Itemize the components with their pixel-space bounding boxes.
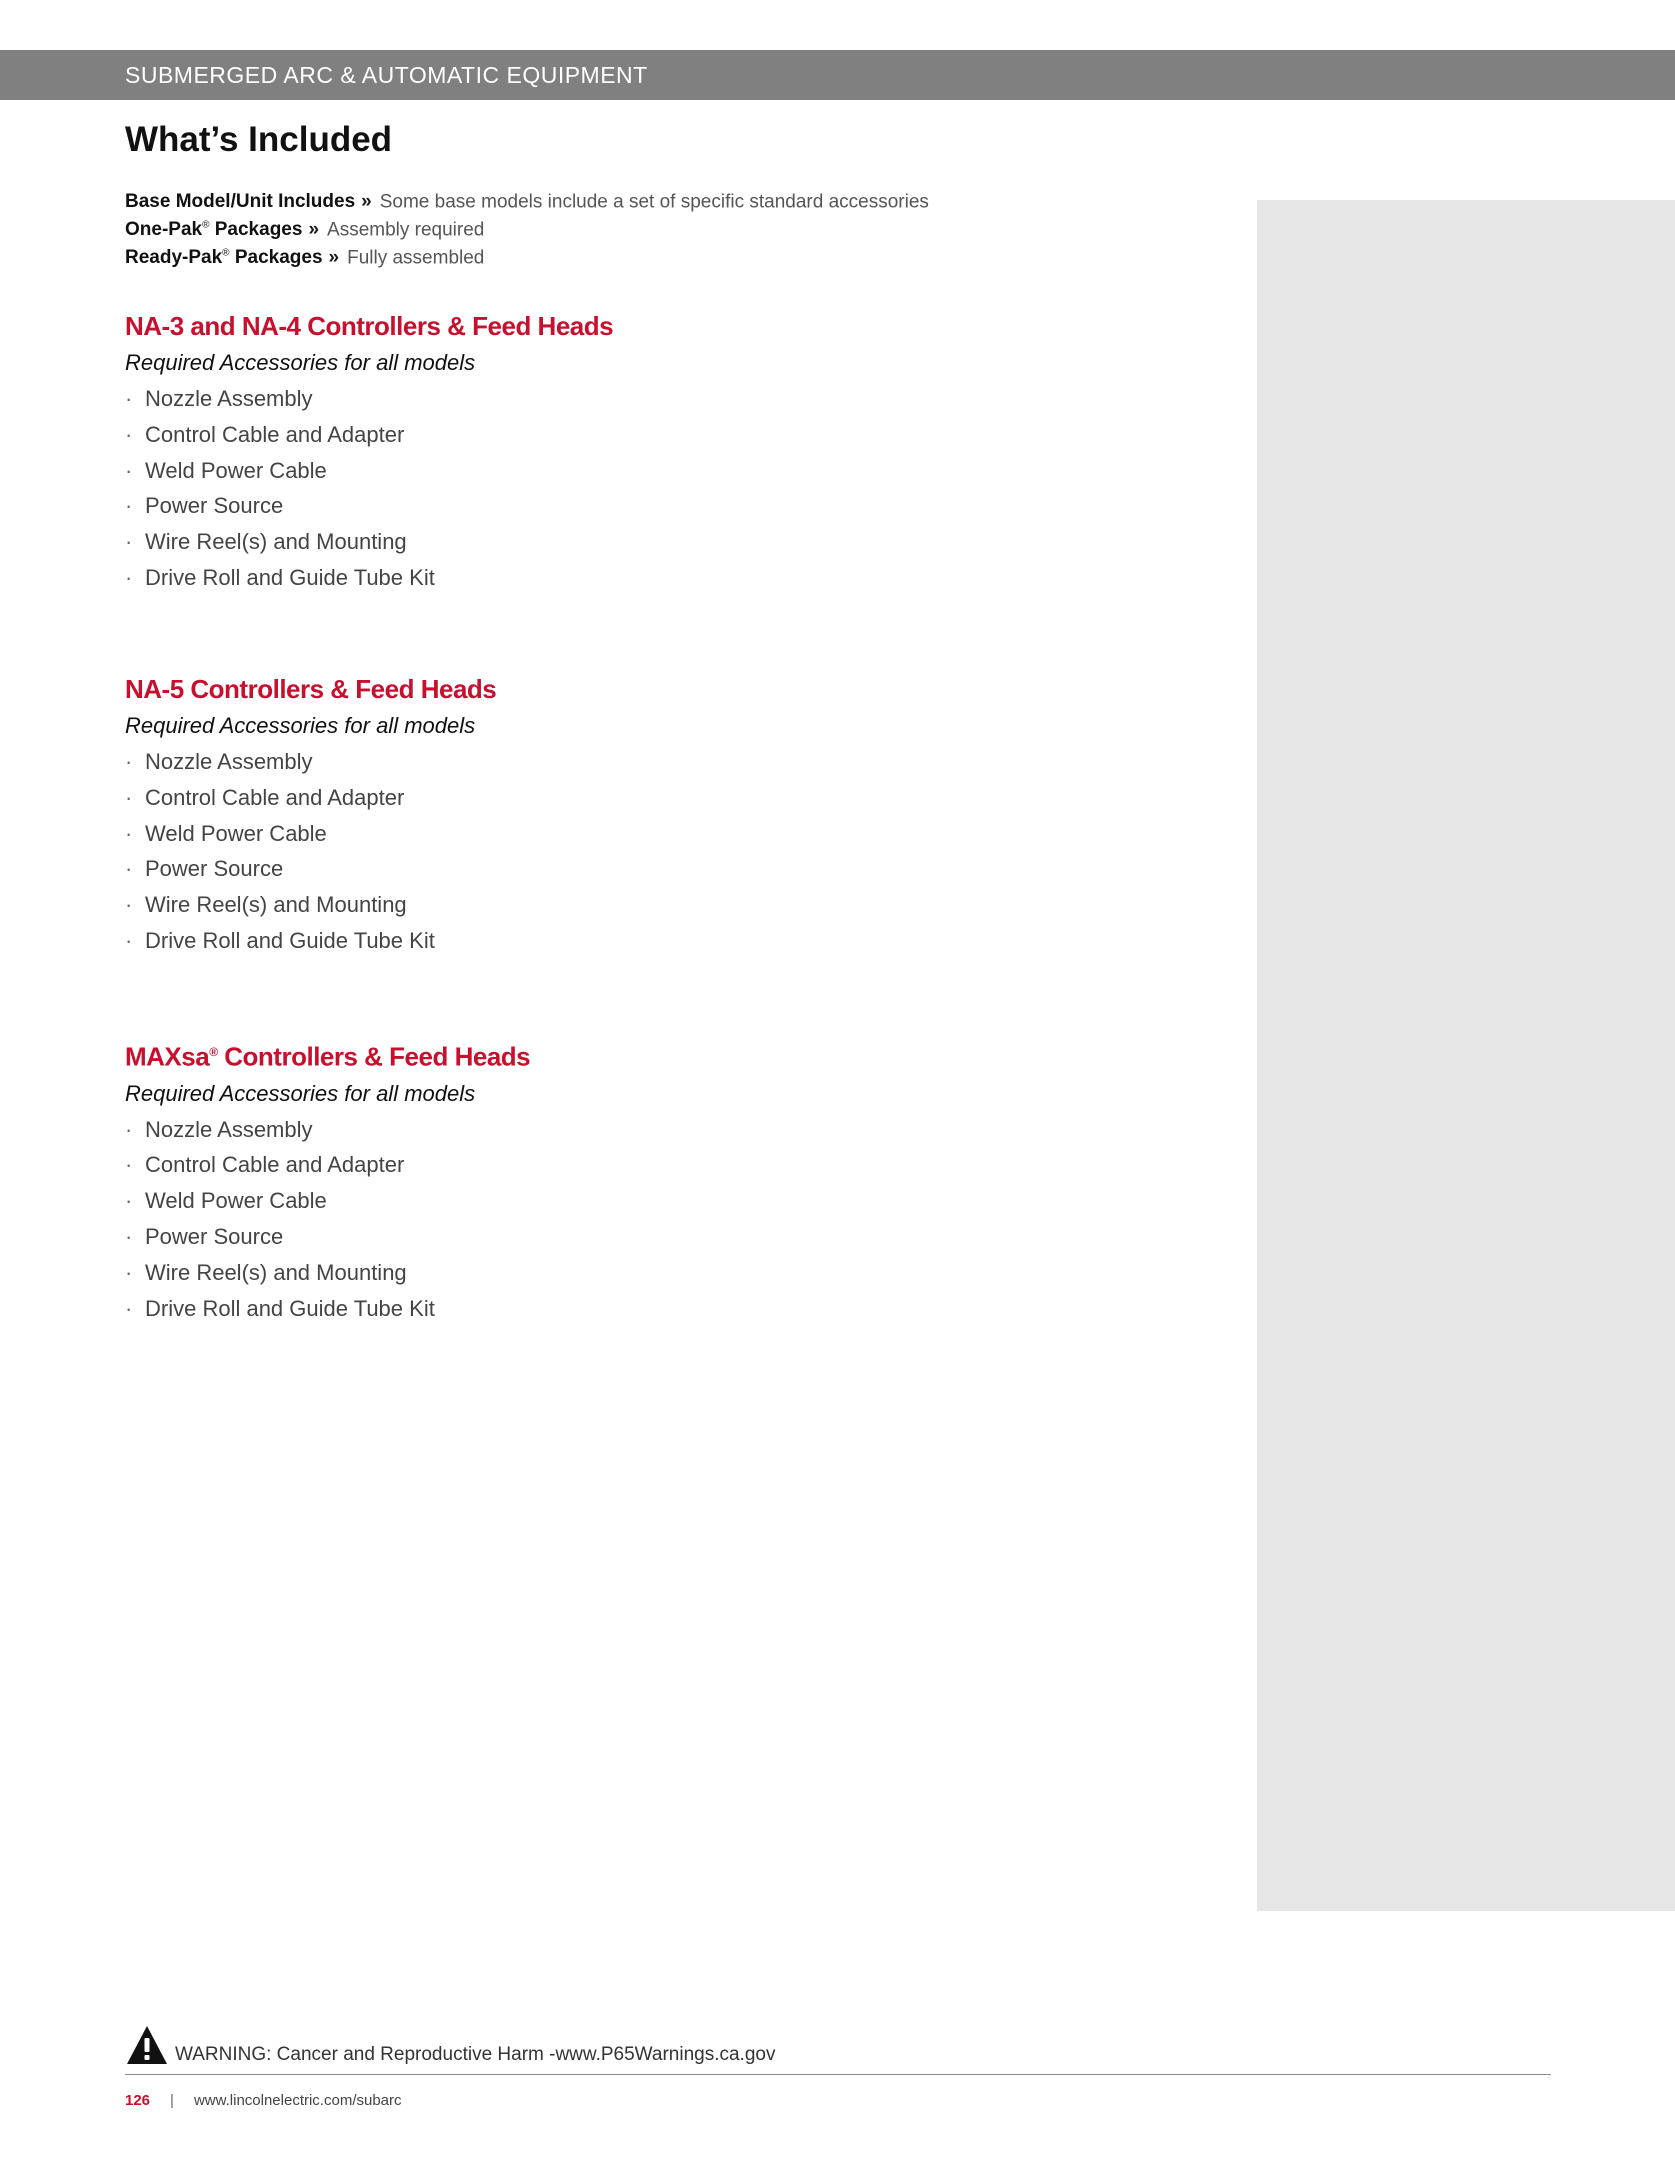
bullet: · [125, 564, 133, 590]
bullet: · [125, 892, 133, 918]
list-item [125, 524, 1125, 560]
bullet: · [125, 784, 133, 810]
list-item-label: Drive Roll and Guide Tube Kit [145, 927, 435, 953]
list-item [125, 816, 1125, 852]
footer-url[interactable]: www.lincolnelectric.com/subarc [193, 2092, 402, 2109]
bullet: · [125, 856, 133, 882]
list-item-label: Nozzle Assembly [145, 749, 313, 774]
legend-term: Base Model/Unit Includes [125, 191, 356, 213]
prop65-warning [125, 2024, 1551, 2072]
list-item-label: Weld Power Cable [145, 457, 327, 483]
list-item-label: Power Source [145, 493, 284, 519]
list-item-label: Drive Roll and Guide Tube Kit [145, 1295, 435, 1321]
list-item-label: Control Cable and Adapter [145, 1152, 405, 1178]
footer [125, 2092, 402, 2109]
bullet: · [125, 820, 133, 846]
section-title [125, 1035, 1125, 1074]
bullet: · [125, 493, 133, 519]
list-item [125, 851, 1125, 887]
legend-row-base-model [125, 184, 929, 212]
list-item [125, 887, 1125, 923]
list-item [125, 923, 1125, 959]
accessory-list [125, 744, 1125, 959]
warning-triangle-icon [125, 2024, 169, 2066]
section-subtitle: Required Accessories for all models [125, 713, 476, 738]
list-item [125, 488, 1125, 524]
bullet: · [125, 529, 133, 555]
bullet: · [125, 1224, 133, 1250]
section-subtitle: Required Accessories for all models [125, 350, 476, 375]
list-item [125, 453, 1125, 489]
warning-text: WARNING: Cancer and Reproductive Harm -www.P65Warnings.ca.gov [175, 2044, 776, 2065]
bullet: · [125, 1152, 133, 1178]
package-legend [125, 184, 929, 268]
accessory-list [125, 381, 1125, 596]
bullet: · [125, 457, 133, 483]
registered-mark: ® [202, 220, 210, 231]
page-title: What’s Included [125, 120, 393, 159]
legend-description: Assembly required [327, 219, 485, 241]
legend-term-suffix: Packages [209, 219, 303, 241]
list-item-label: Power Source [145, 856, 284, 882]
legend-row-ready-pak [125, 240, 929, 268]
legend-description: Some base models include a set of specific standard accessories [379, 191, 929, 213]
section-title-prefix: MAXsa [125, 1041, 210, 1072]
list-item [125, 1112, 1125, 1148]
legend-separator: » [328, 247, 340, 269]
list-item [125, 1291, 1125, 1327]
list-item-label: Wire Reel(s) and Mounting [145, 1259, 407, 1285]
section-maxsa [125, 1035, 1125, 1326]
section-title: NA-3 and NA-4 Controllers & Feed Heads [125, 311, 614, 341]
list-item [125, 1183, 1125, 1219]
footer-divider [125, 2074, 1551, 2075]
list-item-label: Control Cable and Adapter [145, 784, 405, 810]
registered-mark: ® [222, 248, 230, 259]
list-item-label: Control Cable and Adapter [145, 421, 405, 447]
section-title: NA-5 Controllers & Feed Heads [125, 674, 497, 704]
bullet: · [125, 1295, 133, 1321]
bullet: · [125, 421, 133, 447]
bullet: · [125, 386, 133, 411]
bullet: · [125, 1116, 133, 1142]
list-item [125, 1219, 1125, 1255]
list-item [125, 1147, 1125, 1183]
list-item [125, 744, 1125, 780]
list-item-label: Nozzle Assembly [145, 386, 313, 411]
list-item-label: Wire Reel(s) and Mounting [145, 529, 407, 555]
header-category: SUBMERGED ARC & AUTOMATIC EQUIPMENT [125, 62, 648, 88]
list-item-label: Drive Roll and Guide Tube Kit [145, 564, 435, 590]
list-item-label: Power Source [145, 1224, 284, 1250]
section-na5 [125, 672, 1125, 959]
section-subtitle: Required Accessories for all models [125, 1080, 476, 1106]
side-panel [1257, 200, 1675, 1911]
bullet: · [125, 927, 133, 953]
page-number: 126 [125, 2092, 151, 2109]
bullet: · [125, 1188, 133, 1214]
footer-separator: | [170, 2092, 174, 2109]
section-na3-na4 [125, 309, 1125, 596]
legend-separator: » [308, 219, 320, 241]
section-title-suffix: Controllers & Feed Heads [217, 1041, 531, 1072]
legend-separator: » [361, 191, 372, 213]
registered-mark: ® [209, 1045, 218, 1059]
list-item [125, 417, 1125, 453]
header-bar [0, 50, 1675, 100]
list-item [125, 780, 1125, 816]
list-item-label: Wire Reel(s) and Mounting [145, 892, 407, 918]
legend-row-one-pak [125, 212, 929, 240]
legend-term: Ready-Pak [125, 247, 223, 269]
accessory-list [125, 1112, 1125, 1327]
bullet: · [125, 1259, 133, 1285]
list-item [125, 381, 1125, 417]
legend-term-suffix: Packages [229, 247, 323, 269]
list-item-label: Nozzle Assembly [145, 1116, 313, 1142]
list-item-label: Weld Power Cable [145, 820, 327, 846]
bullet: · [125, 749, 133, 774]
list-item-label: Weld Power Cable [145, 1188, 327, 1214]
list-item [125, 1255, 1125, 1291]
legend-description: Fully assembled [347, 247, 485, 269]
list-item [125, 560, 1125, 596]
legend-term: One-Pak [125, 219, 203, 241]
